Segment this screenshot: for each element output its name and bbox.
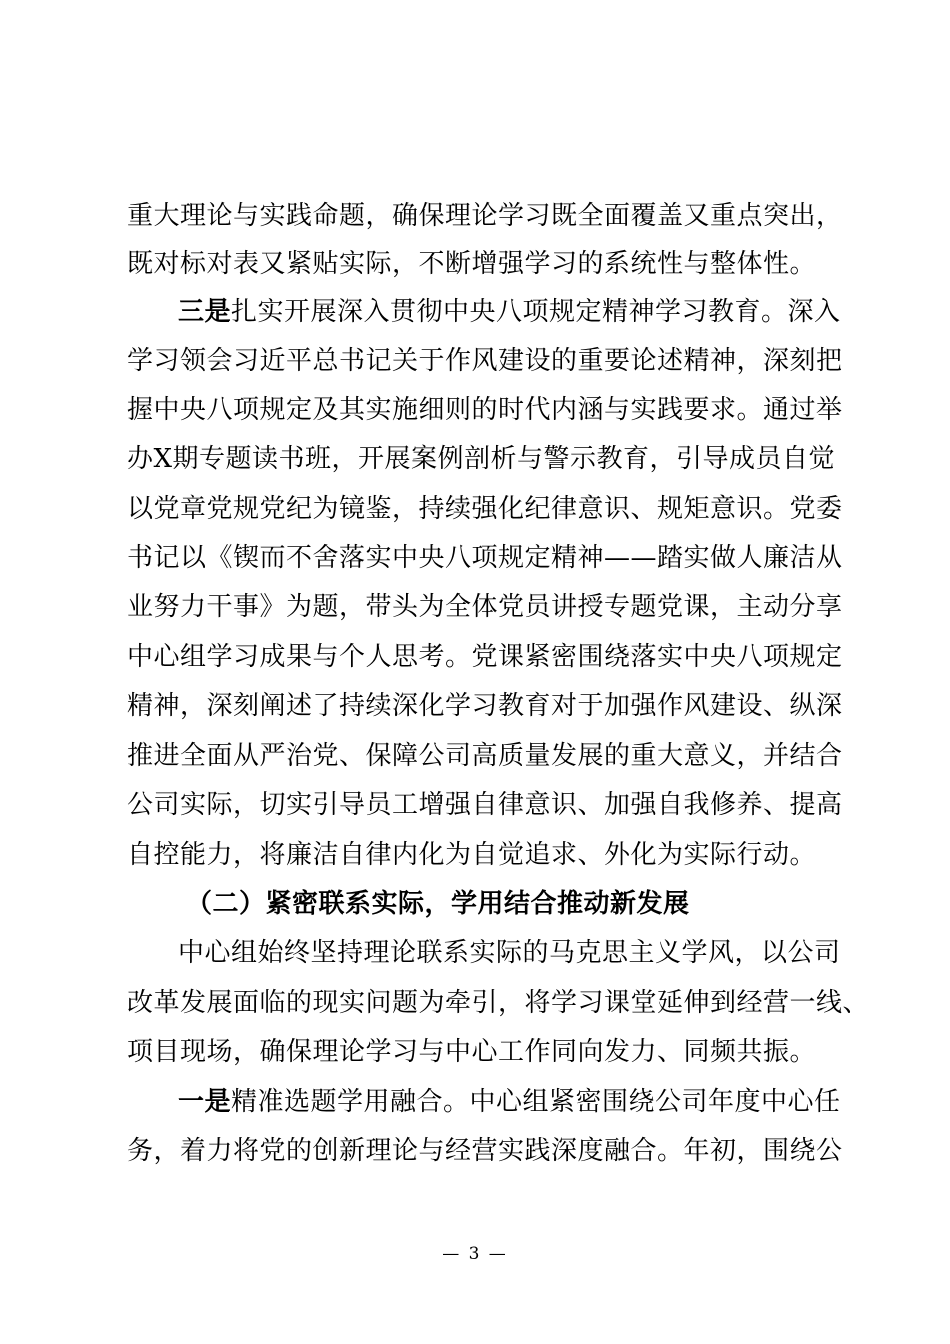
paragraph-first-line [178,296,841,328]
text-line: 既对标对表又紧贴实际，不断增强学习的系统性与整体性。 [127,249,817,279]
paragraph-lead: 一是 [178,1087,232,1117]
text-line: 中心组学习成果与个人思考。党课紧密围绕落实中央八项规定 [127,642,843,672]
text-line: 务，着力将党的创新理论与经营实践深度融合。年初，围绕公 [127,1136,843,1166]
paragraph-first-line [178,1086,841,1118]
text-line: 自控能力，将廉洁自律内化为自觉追求、外化为实际行动。 [127,840,817,870]
text-line: 改革发展面临的现实问题为牵引，将学习课堂延伸到经营一线、 [127,988,870,1018]
text-line: 业努力干事》为题，带头为全体党员讲授专题党课，主动分享 [127,592,843,622]
paragraph-first-line: 中心组始终坚持理论联系实际的马克思主义学风，以公司 [178,938,841,968]
text-line: 书记以《锲而不舍落实中央八项规定精神——踏实做人廉洁从 [127,543,843,573]
text-line: 办X期专题读书班，开展案例剖析与警示教育，引导成员自觉 [127,444,836,474]
paragraph-lead: 三是 [178,297,232,327]
text-line: 公司实际，切实引导员工增强自律意识、加强自我修养、提高 [127,790,843,820]
paragraph-text: 扎实开展深入贯彻中央八项规定精神学习教育。深入 [231,297,841,327]
text-line: 项目现场，确保理论学习与中心工作同向发力、同频共振。 [127,1037,817,1067]
text-line: 以党章党规党纪为镜鉴，持续强化纪律意识、规矩意识。党委 [127,494,843,524]
text-line: 重大理论与实践命题，确保理论学习既全面覆盖又重点突出， [127,201,843,231]
paragraph-text: 精准选题学用融合。中心组紧密围绕公司年度中心任 [231,1087,841,1117]
section-heading: （二）紧密联系实际，学用结合推动新发展 [186,889,690,919]
text-line: 推进全面从严治党、保障公司高质量发展的重大意义，并结合 [127,741,843,771]
text-line: 精神，深刻阐述了持续深化学习教育对于加强作风建设、纵深 [127,691,843,721]
text-line: 握中央八项规定及其实施细则的时代内涵与实践要求。通过举 [127,395,843,425]
page-number: — 3 — [442,1244,508,1264]
text-line: 学习领会习近平总书记关于作风建设的重要论述精神，深刻把 [127,346,843,376]
